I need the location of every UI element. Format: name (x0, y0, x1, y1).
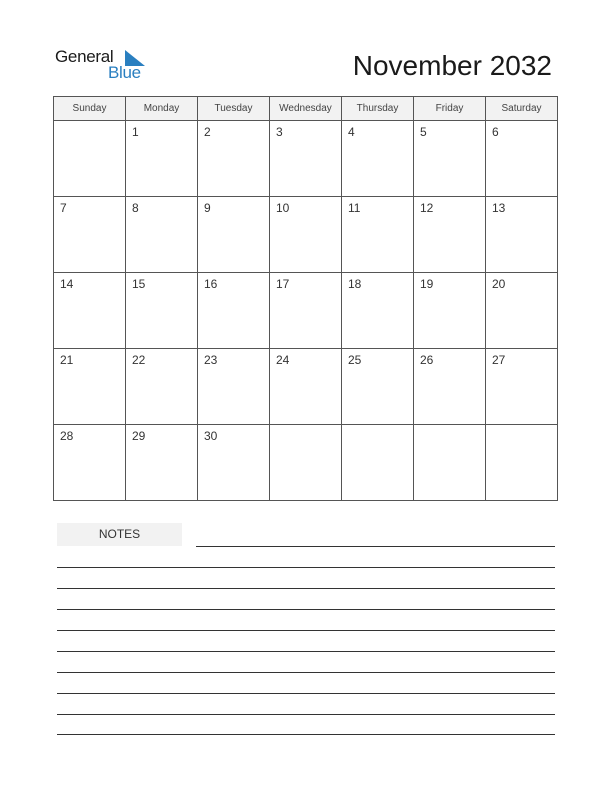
week-row (54, 349, 558, 425)
day-cell (342, 121, 414, 197)
day-number: 14 (60, 277, 74, 291)
day-number: 26 (420, 353, 434, 367)
week-row (54, 121, 558, 197)
day-number: 2 (204, 125, 211, 139)
day-cell (198, 425, 270, 501)
day-number: 21 (60, 353, 74, 367)
weekday-header-row (54, 97, 558, 121)
day-number: 16 (204, 277, 218, 291)
week-row (54, 273, 558, 349)
notes-line (196, 546, 555, 547)
day-cell (126, 425, 198, 501)
day-number: 25 (348, 353, 362, 367)
day-number: 18 (348, 277, 362, 291)
logo-general-text: General (55, 47, 114, 66)
day-cell (54, 273, 126, 349)
day-cell (270, 349, 342, 425)
weekday-header: Thursday (342, 97, 414, 121)
day-cell (270, 197, 342, 273)
day-number: 30 (204, 429, 218, 443)
day-number: 11 (348, 201, 361, 215)
day-cell (342, 349, 414, 425)
day-cell (414, 425, 486, 501)
day-number: 12 (420, 201, 434, 215)
day-cell (486, 273, 558, 349)
weekday-header: Friday (414, 97, 486, 121)
day-number: 4 (348, 125, 355, 139)
logo (55, 47, 155, 83)
day-number: 24 (276, 353, 290, 367)
day-cell (414, 349, 486, 425)
day-number: 6 (492, 125, 499, 139)
day-cell (486, 121, 558, 197)
day-number: 23 (204, 353, 218, 367)
day-number: 28 (60, 429, 74, 443)
weekday-header: Sunday (54, 97, 126, 121)
day-number: 3 (276, 125, 283, 139)
notes-line (57, 714, 555, 715)
weekday-header: Tuesday (198, 97, 270, 121)
day-number: 29 (132, 429, 146, 443)
day-cell (126, 273, 198, 349)
weekday-header: Monday (126, 97, 198, 121)
day-cell (414, 273, 486, 349)
notes-line (57, 693, 555, 694)
week-row (54, 425, 558, 501)
logo-blue-text: Blue (108, 63, 141, 82)
day-cell (54, 425, 126, 501)
notes-line (57, 609, 555, 610)
day-number: 7 (60, 201, 67, 215)
notes-line (57, 630, 555, 631)
day-number: 9 (204, 201, 211, 215)
notes-line (57, 567, 555, 568)
day-cell (126, 121, 198, 197)
day-cell (270, 121, 342, 197)
day-cell (198, 121, 270, 197)
notes-line (57, 672, 555, 673)
notes-line (57, 734, 555, 735)
day-cell (342, 197, 414, 273)
day-number: 5 (420, 125, 427, 139)
day-number: 10 (276, 201, 290, 215)
day-number: 22 (132, 353, 146, 367)
day-number: 20 (492, 277, 506, 291)
day-number: 8 (132, 201, 139, 215)
calendar-grid (53, 96, 558, 501)
day-cell (414, 121, 486, 197)
day-number: 13 (492, 201, 506, 215)
day-cell (486, 425, 558, 501)
day-cell (414, 197, 486, 273)
weekday-header: Saturday (486, 97, 558, 121)
day-number: 27 (492, 353, 506, 367)
day-cell (486, 197, 558, 273)
day-number: 17 (276, 277, 290, 291)
day-number: 15 (132, 277, 146, 291)
day-cell (54, 197, 126, 273)
weekday-header: Wednesday (270, 97, 342, 121)
notes-label: NOTES (57, 523, 182, 546)
day-cell (54, 121, 126, 197)
notes-line (57, 588, 555, 589)
day-cell (198, 273, 270, 349)
day-number: 1 (132, 125, 139, 139)
day-cell (198, 197, 270, 273)
day-cell (486, 349, 558, 425)
day-cell (342, 273, 414, 349)
notes-line (57, 651, 555, 652)
week-row (54, 197, 558, 273)
day-number: 19 (420, 277, 434, 291)
day-cell (270, 273, 342, 349)
day-cell (270, 425, 342, 501)
page-title: November 2032 (352, 50, 552, 81)
day-cell (126, 197, 198, 273)
day-cell (342, 425, 414, 501)
day-cell (126, 349, 198, 425)
day-cell (54, 349, 126, 425)
day-cell (198, 349, 270, 425)
